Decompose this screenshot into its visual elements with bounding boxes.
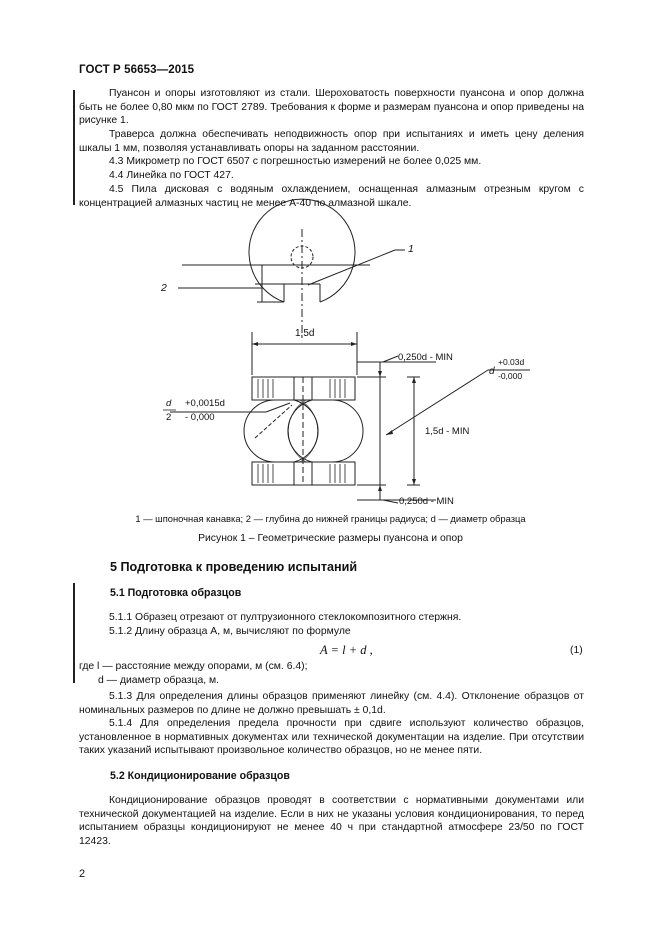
section-5-2-title: 5.2 Кондиционирование образцов (110, 770, 290, 782)
dim-gap-top: 0,250d - MIN (398, 352, 453, 363)
tol-d-minus: -0,000 (498, 371, 523, 381)
support-left-curve (244, 400, 275, 462)
where-d: d — диаметр образца, м. (98, 675, 220, 686)
tol-r-plus: +0,0015d (185, 398, 225, 409)
paragraph-crosshead: Траверса должна обеспечивать неподвижность опор при испытаниях и иметь цену деления шкалы 1 мм, позволяя устанавливать опоры на заданном расстоянии. (79, 129, 584, 154)
tol-d-plus: +0.03d (498, 357, 525, 367)
tol-r-den: 2 (166, 412, 172, 423)
section-5-title: 5 Подготовка к проведению испытаний (110, 560, 358, 574)
p-5-1-3: 5.1.3 Для определения длины образцов применяют линейку (см. 4.4). Отклонение образцов от номинальных размеров по длине не должно превышать ± 0,1d. (79, 691, 584, 716)
formula: A = l + d , (320, 643, 373, 657)
tol-r-minus: - 0,000 (185, 412, 215, 423)
change-bar (73, 583, 75, 683)
item-4-5: 4.5 Пила дисковая с водяным охлаждением, оснащенная алмазным отрезным кругом с концентрацией алмазных частиц не менее А-40 по алмазной шкале. (79, 184, 584, 209)
section-5-1-title: 5.1 Подготовка образцов (110, 587, 242, 599)
where-l: где l — расстояние между опорами, м (см. 6.4); (79, 661, 308, 672)
tol-d-symbol: d (489, 366, 495, 377)
item-4-4: 4.4 Линейка по ГОСТ 427. (109, 170, 234, 181)
fig-label-1: 1 (408, 243, 414, 255)
p-5-2: Кондиционирование образцов проводят в соответствии с нормативными документами или технической документацией на изделие. Если в них не указаны условия кондиционирования, то перед испытанием образцы кондиционируют не менее 40 ч при стандартной атмосфере 23/50 по ГОСТ 12423. (79, 795, 584, 848)
paragraph-punch: Пуансон и опоры изготовляют из стали. Шероховатость поверхности пуансона и опор должна быть не более 0,80 мкм по ГОСТ 2789. Требования к форме и размерам пуансона и опор приведены на рисунке 1. (79, 88, 584, 127)
dim-height: 1,5d - MIN (425, 426, 470, 437)
p-5-1-4: 5.1.4 Для определения предела прочности при сдвиге используют количество образцов, установленное в нормативных документах или технической документации на изделие. При отсутствии таких указаний испытывают произвольное количество образцов, но не менее пяти. (79, 718, 584, 757)
page-number: 2 (79, 868, 86, 880)
figure-caption: Рисунок 1 – Геометрические размеры пуансона и опор (198, 533, 463, 544)
fig-label-2: 2 (161, 282, 167, 294)
p-5-1-1: 5.1.1 Образец отрезают от пултрузионного стеклокомпозитного стержня. (109, 612, 462, 623)
support-right-curve (332, 400, 363, 462)
tol-r-num: d (166, 398, 172, 409)
dim-gap-bottom: 0,250d - MIN (399, 496, 454, 507)
item-4-3: 4.3 Микрометр по ГОСТ 6507 с погрешностью измерений не более 0,025 мм. (109, 156, 482, 167)
dim-top-1-5d: 1,5d (295, 328, 315, 339)
p-5-1-2: 5.1.2 Длину образца A, м, вычисляют по формуле (109, 626, 351, 637)
document-header: ГОСТ Р 56653—2015 (79, 64, 195, 76)
figure-legend: 1 — шпоночная канавка; 2 — глубина до нижней границы радиуса; d — диаметр образца (135, 513, 526, 524)
formula-number: (1) (570, 645, 583, 656)
